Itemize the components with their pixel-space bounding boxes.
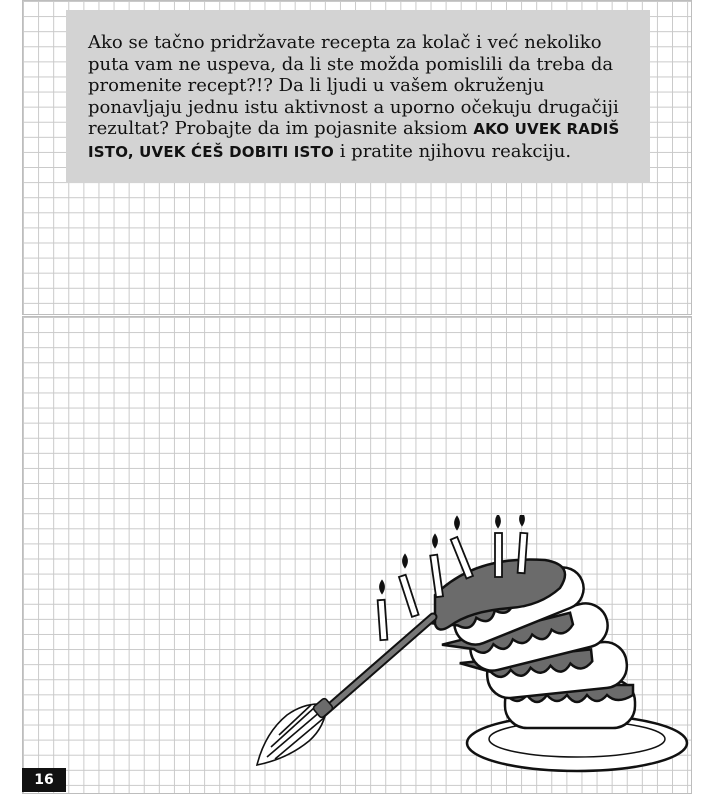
axiom-text: AKO UVEK RADIŠ ISTO, UVEK ĆEŠ DOBITI ISTO: [88, 120, 620, 161]
note-text-before: Ako se tačno pridržavate recepta za kolač i već nekoliko puta vam ne uspeva, da li ste možda pomislili da treba da promenite recept?!? Da li ljudi u vašem okruženju ponavljaju jednu istu aktivnost a uporno očekuju drugačiji rezultat? Probajte da im pojasnite aksiom: [88, 32, 619, 139]
falling-cake-with-broom-illustration: [255, 515, 690, 775]
page-number: 16: [22, 768, 66, 792]
note-box: [66, 10, 650, 183]
cake-layers: [431, 559, 635, 728]
broom-head: [257, 697, 334, 765]
note-text-after: i pratite njihovu reakciju.: [339, 140, 572, 162]
